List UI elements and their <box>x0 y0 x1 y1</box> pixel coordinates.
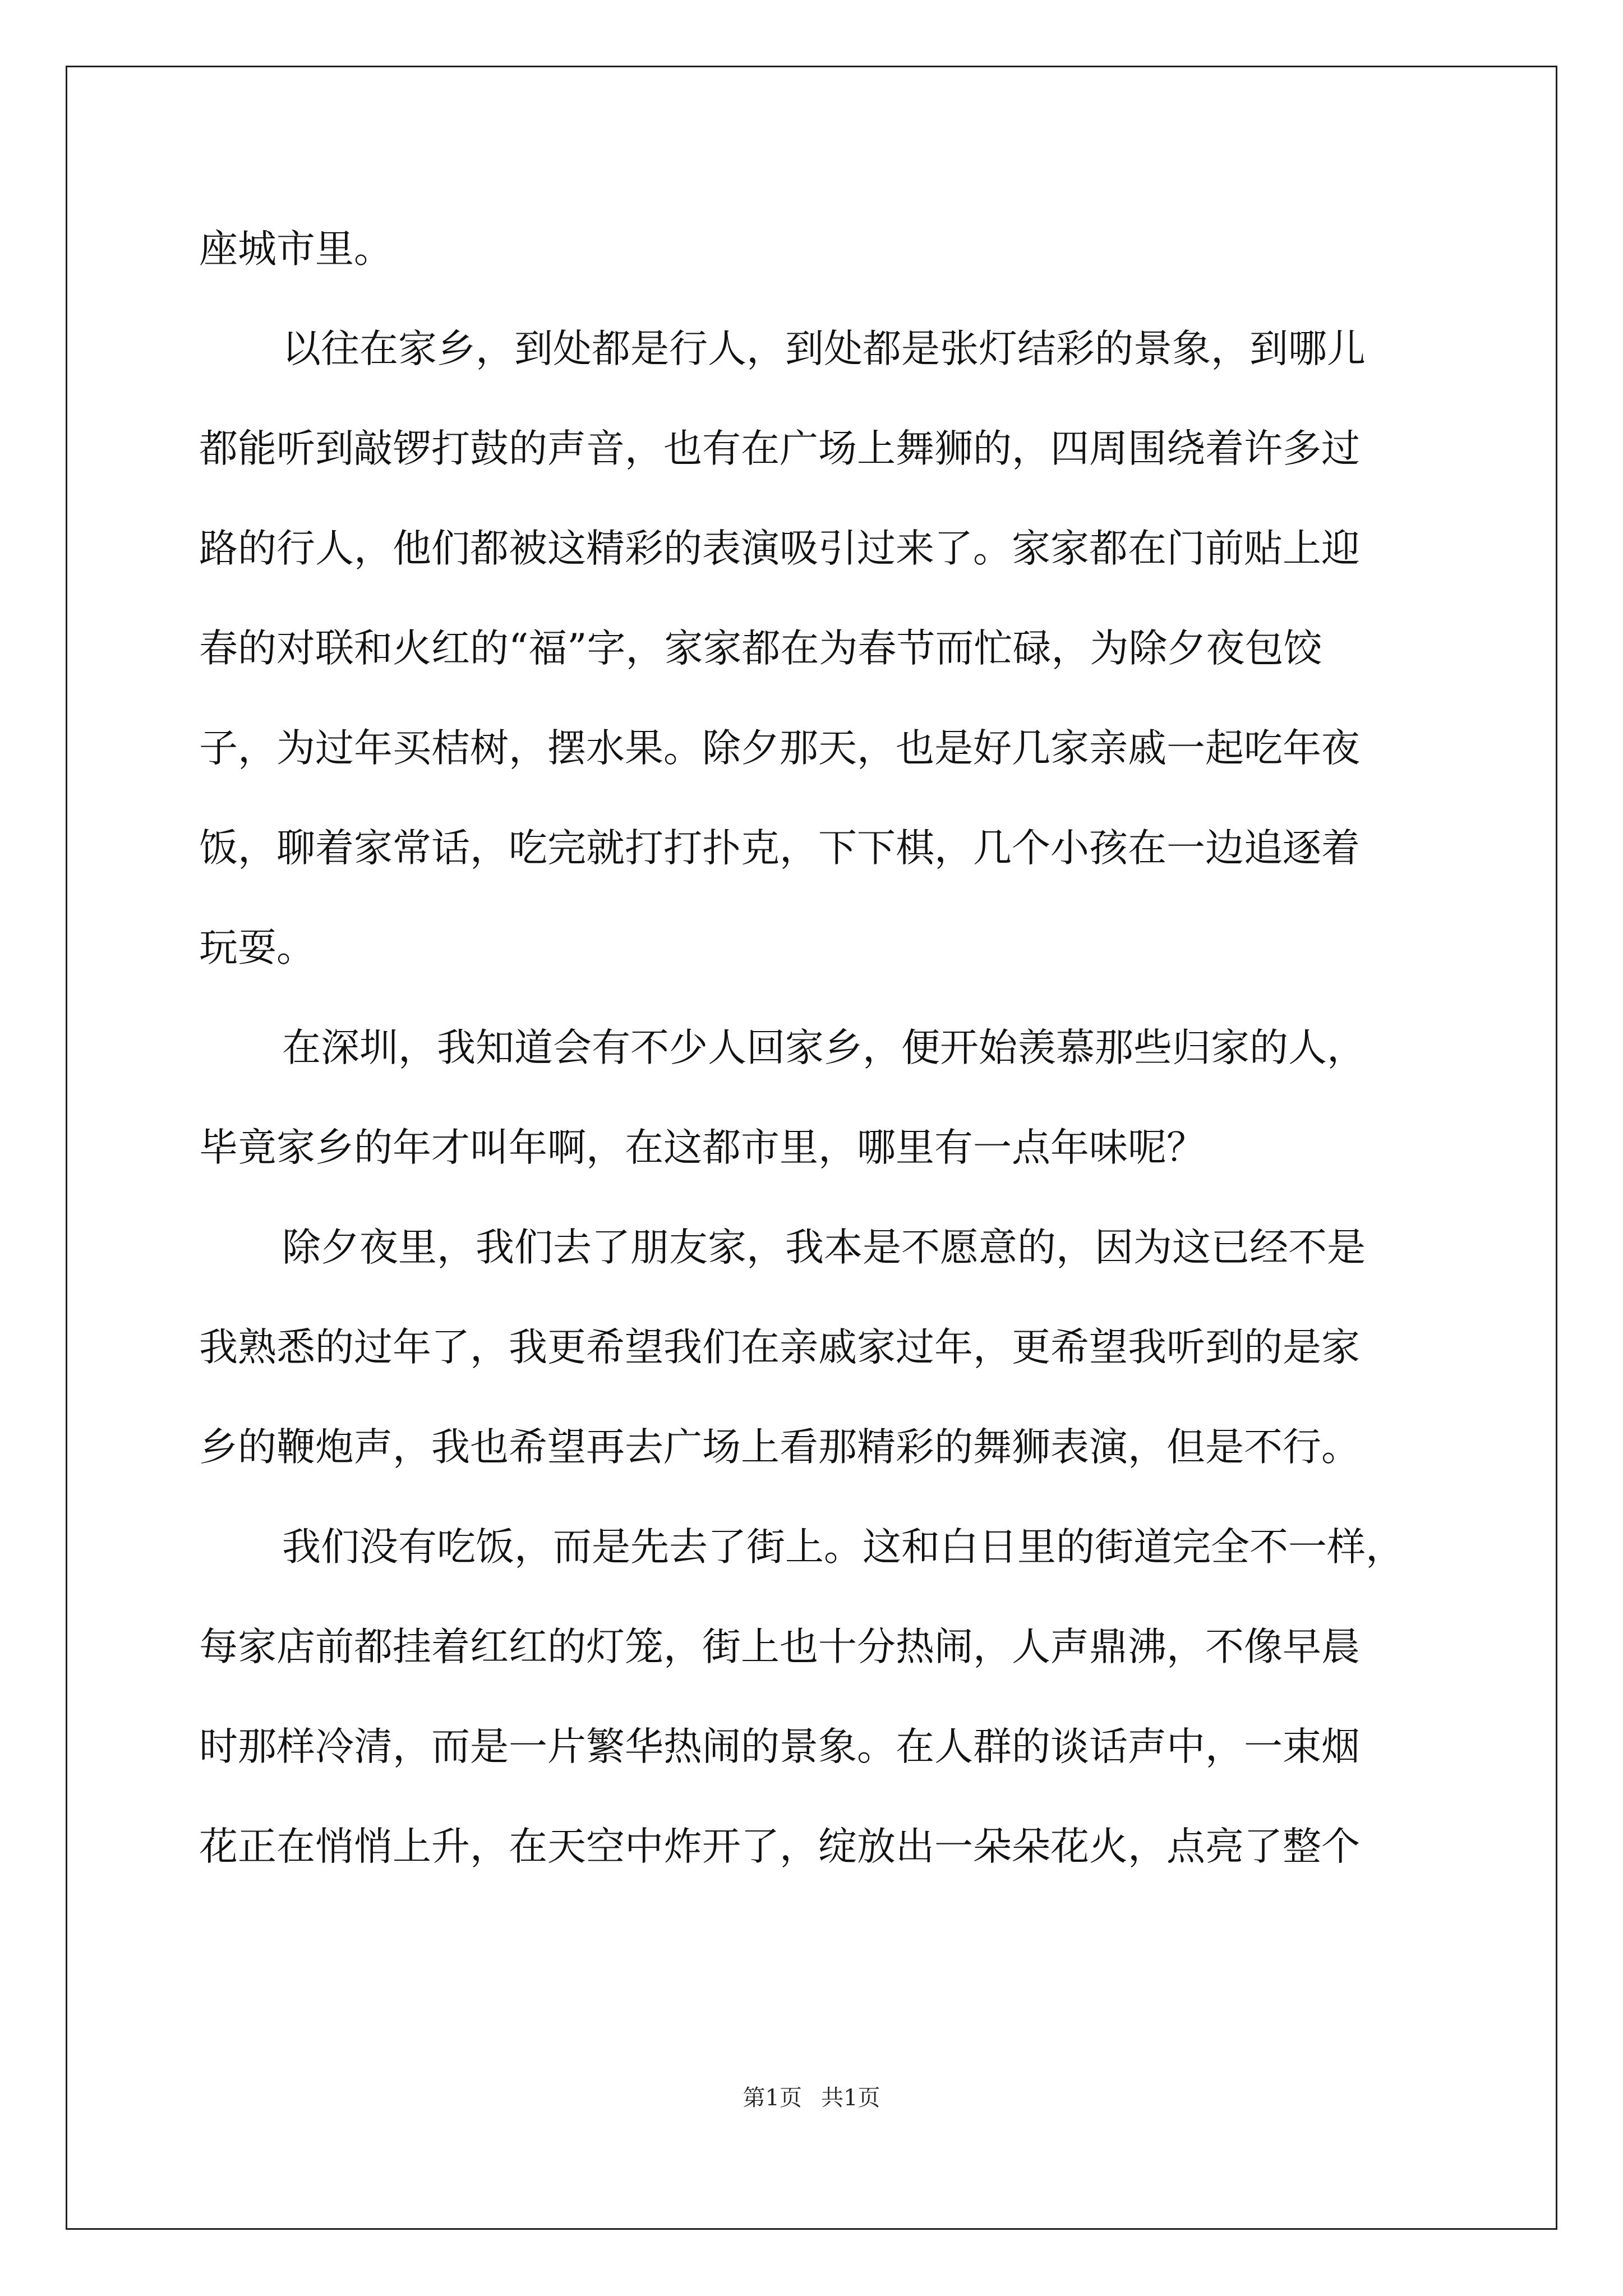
text-line: 除夕夜里，我们去了朋友家，我本是不愿意的，因为这已经不是 <box>282 1225 1366 1270</box>
text-line: 饭，聊着家常话，吃完就打打扑克，下下棋，几个小孩在一边追逐着 <box>199 826 1360 871</box>
text-line: 玩耍。 <box>199 926 315 970</box>
text-line: 都能听到敲锣打鼓的声音，也有在广场上舞狮的，四周围绕着许多过 <box>199 426 1360 471</box>
document-body <box>199 199 1433 1897</box>
text-line: 乡的鞭炮声，我也希望再去广场上看那精彩的舞狮表演，但是不行。 <box>199 1425 1360 1470</box>
text-line: 子，为过年买桔树，摆水果。除夕那天，也是好几家亲戚一起吃年夜 <box>199 726 1360 771</box>
text-line: 花正在悄悄上升，在天空中炸开了，绽放出一朵朵花火，点亮了整个 <box>199 1824 1360 1869</box>
page-total: 共1页 <box>821 2085 880 2111</box>
text-line: 时那样冷清，而是一片繁华热闹的景象。在人群的谈话声中，一束烟 <box>199 1724 1360 1769</box>
text-line: 春的对联和火红的“福”字，家家都在为春节而忙碌，为除夕夜包饺 <box>199 626 1322 671</box>
text-line: 座城市里。 <box>199 227 393 272</box>
page-footer <box>0 2081 1623 2115</box>
text-line: 在深圳，我知道会有不少人回家乡，便开始羡慕那些归家的人， <box>282 1025 1366 1070</box>
page-number: 第1页 <box>743 2085 802 2111</box>
text-line: 以往在家乡，到处都是行人，到处都是张灯结彩的景象，到哪儿 <box>282 326 1366 371</box>
text-line: 我熟悉的过年了，我更希望我们在亲戚家过年，更希望我听到的是家 <box>199 1325 1360 1370</box>
text-line: 路的行人，他们都被这精彩的表演吸引过来了。家家都在门前贴上迎 <box>199 526 1360 571</box>
text-line: 我们没有吃饭，而是先去了街上。这和白日里的街道完全不一样， <box>282 1525 1404 1570</box>
text-line: 每家店前都挂着红红的灯笼，街上也十分热闹，人声鼎沸，不像早晨 <box>199 1625 1360 1669</box>
text-line: 毕竟家乡的年才叫年啊，在这都市里，哪里有一点年味呢？ <box>199 1125 1205 1170</box>
